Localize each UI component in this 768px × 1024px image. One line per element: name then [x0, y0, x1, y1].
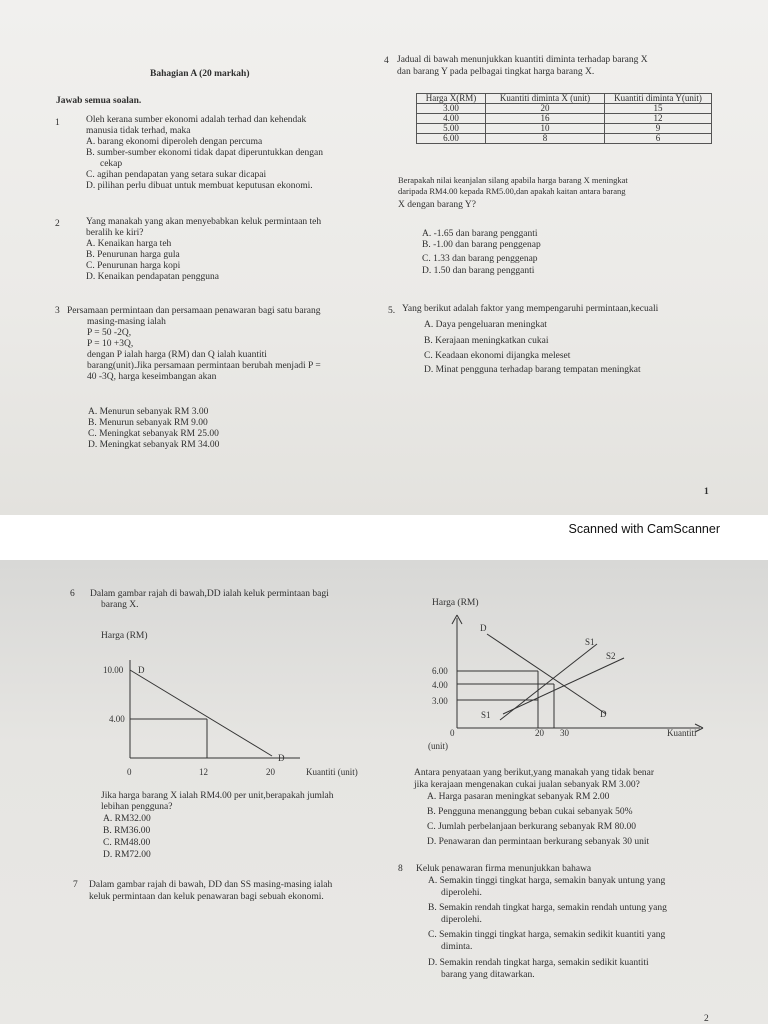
q1-option-d: D. pilihan perlu dibuat untuk membuat keputusan ekonomi.	[86, 181, 313, 191]
q4-option-d: D. 1.50 dan barang pengganti	[422, 266, 535, 276]
table-header: Kuantiti diminta Y(unit)	[605, 94, 712, 104]
table-cell: 4.00	[417, 114, 486, 124]
table-cell: 3.00	[417, 104, 486, 114]
graph2-supply-label: S1	[585, 637, 595, 647]
q4-option-a: A. -1.65 dan barang pengganti	[422, 229, 538, 239]
q3-number: 3	[55, 306, 60, 316]
q5-option-d: D. Minat pengguna terhadap barang tempatan meningkat	[424, 365, 641, 375]
q2-option-a: A. Kenaikan harga teh	[86, 239, 172, 249]
graph2-y-tick: 3.00	[432, 696, 448, 706]
q8-option-c: C. Semakin tinggi tingkat harga, semakin sedikit kuantiti yang	[428, 930, 666, 940]
page-number: 1	[704, 487, 709, 497]
q4-question: Berapakah nilai keanjalan silang apabila harga barang X meningkat	[398, 175, 628, 185]
q4-option-c: C. 1.33 dan barang penggenap	[422, 254, 538, 264]
table-cell: 6	[605, 134, 712, 144]
q3-stem: Persamaan permintaan dan persamaan penawaran bagi satu barang	[67, 306, 321, 316]
q6-x-tick: 0	[127, 767, 132, 777]
q8-option-c: diminta.	[441, 942, 473, 952]
q8-stem: Keluk penawaran firma menunjukkan bahawa	[416, 864, 592, 874]
graph2-x-unit: (unit)	[428, 741, 448, 751]
q3-option-d: D. Meningkat sebanyak RM 34.00	[88, 440, 220, 450]
q6-y-tick: 10.00	[103, 665, 124, 675]
graph2-demand-label: D	[600, 709, 607, 719]
table-cell: 8	[486, 134, 605, 144]
q7r-option-a: A. Harga pasaran meningkat sebanyak RM 2.00	[427, 792, 610, 802]
q4-number: 4	[384, 56, 389, 66]
q7r-stem: jika kerajaan mengenakan cukai jualan sebanyak RM 3.00?	[414, 780, 640, 790]
q6-option-d: D. RM72.00	[103, 850, 151, 860]
q1-option-b: cekap	[100, 159, 123, 169]
q7-number: 7	[73, 880, 78, 890]
graph2-y-tick: 4.00	[432, 680, 448, 690]
q6-question: lebihan pengguna?	[101, 802, 173, 812]
graph2-y-axis-label: Harga (RM)	[432, 598, 479, 608]
table-header: Kuantiti diminta X (unit)	[486, 94, 605, 104]
q1-number: 1	[55, 118, 60, 128]
q5-option-a: A. Daya pengeluaran meningkat	[424, 320, 547, 330]
graph2-y-arrow	[452, 615, 457, 624]
q6-x-tick: 12	[199, 767, 208, 777]
table-row	[417, 114, 712, 124]
scanned-page-2	[0, 560, 768, 1024]
q2-option-c: C. Penurunan harga kopi	[86, 261, 181, 271]
q8-option-d: barang yang ditawarkan.	[441, 970, 535, 980]
table-cell: 9	[605, 124, 712, 134]
table-header-row	[417, 94, 712, 104]
graph2-supply-label: S2	[606, 651, 616, 661]
graph2-y-arrow	[457, 615, 462, 624]
q8-option-b: B. Semakin rendah tingkat harga, semakin rendah untung yang	[428, 903, 667, 913]
q7r-stem: Antara penyataan yang berikut,yang manakah yang tidak benar	[414, 768, 655, 778]
q1-stem: Oleh kerana sumber ekonomi adalah terhad dan kehendak	[86, 115, 307, 125]
q1-option-b: B. sumber-sumber ekonomi tidak dapat diperuntukkan dengan	[86, 148, 323, 158]
q6-demand-label: D	[138, 665, 145, 675]
table-cell: 6.00	[417, 134, 486, 144]
q2-number: 2	[55, 219, 60, 229]
table-row	[417, 134, 712, 144]
instruction: Jawab semua soalan.	[56, 96, 142, 106]
q1-option-a: A. barang ekonomi diperoleh dengan percuma	[86, 137, 263, 147]
graph2-demand-label: D	[480, 623, 487, 633]
q7-stem: Dalam gambar rajah di bawah, DD dan SS masing-masing ialah	[89, 880, 333, 890]
q6-option-b: B. RM36.00	[103, 826, 151, 836]
q3-option-c: C. Meningkat sebanyak RM 25.00	[88, 429, 219, 439]
graph2-y-tick: 6.00	[432, 666, 448, 676]
q2-stem: beralih ke kiri?	[86, 228, 144, 238]
q8-number: 8	[398, 864, 403, 874]
q3-stem: barang(unit).Jika persamaan permintaan berubah menjadi P =	[87, 361, 321, 371]
q7-stem: keluk permintaan dan keluk penawaran bagi sebuah ekonomi.	[89, 892, 324, 902]
table-cell: 20	[486, 104, 605, 114]
q6-y-tick: 4.00	[109, 714, 125, 724]
q6-stem: Dalam gambar rajah di bawah,DD ialah keluk permintaan bagi	[90, 589, 329, 599]
q4-question: X dengan barang Y?	[398, 200, 476, 210]
q5-stem: Yang berikut adalah faktor yang mempengaruhi permintaan,kecuali	[402, 304, 659, 314]
graph2-x-axis-label: Kuantiti	[667, 728, 697, 738]
q6-x-axis-label: Kuantiti (unit)	[306, 767, 358, 777]
q7r-option-b: B. Pengguna menanggung beban cukai sebanyak 50%	[427, 807, 633, 817]
q3-equation: P = 50 -2Q,	[87, 328, 132, 338]
q1-stem: manusia tidak terhad, maka	[86, 126, 191, 136]
graph2-supply-label: S1	[481, 710, 491, 720]
q6-demand-label: D	[278, 753, 285, 763]
graph2-x-tick: 30	[560, 728, 569, 738]
q6-option-c: C. RM48.00	[103, 838, 151, 848]
graph2-x-tick: 0	[450, 728, 455, 738]
table-cell: 16	[486, 114, 605, 124]
table-row	[417, 124, 712, 134]
q3-stem: 40 -3Q, harga keseimbangan akan	[87, 372, 217, 382]
q3-option-a: A. Menurun sebanyak RM 3.00	[88, 407, 209, 417]
q6-y-axis-label: Harga (RM)	[101, 631, 148, 641]
q6-question: Jika harga barang X ialah RM4.00 per unit,berapakah jumlah	[101, 791, 334, 801]
graph2-supply-s2	[503, 658, 624, 714]
q7r-option-d: D. Penawaran dan permintaan berkurang sebanyak 30 unit	[427, 837, 650, 847]
table-row	[417, 104, 712, 114]
q8-option-a: diperolehi.	[441, 888, 482, 898]
q3-option-b: B. Menurun sebanyak RM 9.00	[88, 418, 208, 428]
q4-option-b: B. -1.00 dan barang penggenap	[422, 240, 541, 250]
page-number: 2	[704, 1014, 709, 1024]
q6-x-tick: 20	[266, 767, 275, 777]
graph2-x-tick: 20	[535, 728, 544, 738]
q7r-option-c: C. Jumlah perbelanjaan berkurang sebanyak RM 80.00	[427, 822, 636, 832]
q6-option-a: A. RM32.00	[103, 814, 151, 824]
q5-number: 5.	[388, 306, 396, 316]
q8-option-d: D. Semakin rendah tingkat harga, semakin sedikit kuantiti	[428, 958, 649, 968]
q3-stem: dengan P ialah harga (RM) dan Q ialah kuantiti	[87, 350, 267, 360]
q2-option-d: D. Kenaikan pendapatan pengguna	[86, 272, 219, 282]
q3-equation: P = 10 +3Q,	[87, 339, 134, 349]
q2-option-b: B. Penurunan harga gula	[86, 250, 180, 260]
q6-stem: barang X.	[101, 600, 139, 610]
q8-option-b: diperolehi.	[441, 915, 482, 925]
table-cell: 15	[605, 104, 712, 114]
q4-stem: Jadual di bawah menunjukkan kuantiti diminta terhadap barang X	[397, 55, 648, 65]
q2-stem: Yang manakah yang akan menyebabkan keluk permintaan teh	[86, 217, 322, 227]
q4-question: daripada RM4.00 kepada RM5.00,dan apakah kaitan antara barang	[398, 186, 626, 196]
q5-option-b: B. Kerajaan meningkatkan cukai	[424, 336, 549, 346]
q1-option-c: C. agihan pendapatan yang setara sukar dicapai	[86, 170, 267, 180]
q5-option-c: C. Keadaan ekonomi dijangka meleset	[424, 351, 571, 361]
section-heading: Bahagian A (20 markah)	[150, 69, 250, 79]
q6-demand-curve	[130, 670, 272, 756]
scanner-watermark: Scanned with CamScanner	[568, 522, 720, 536]
q3-stem: masing-masing ialah	[87, 317, 166, 327]
table-cell: 5.00	[417, 124, 486, 134]
q8-option-a: A. Semakin tinggi tingkat harga, semakin banyak untung yang	[428, 876, 666, 886]
q4-table	[416, 93, 712, 144]
table-cell: 10	[486, 124, 605, 134]
table-header: Harga X(RM)	[417, 94, 486, 104]
table-cell: 12	[605, 114, 712, 124]
q4-stem: dan barang Y pada pelbagai tingkat harga barang X.	[397, 67, 595, 77]
q6-number: 6	[70, 589, 75, 599]
